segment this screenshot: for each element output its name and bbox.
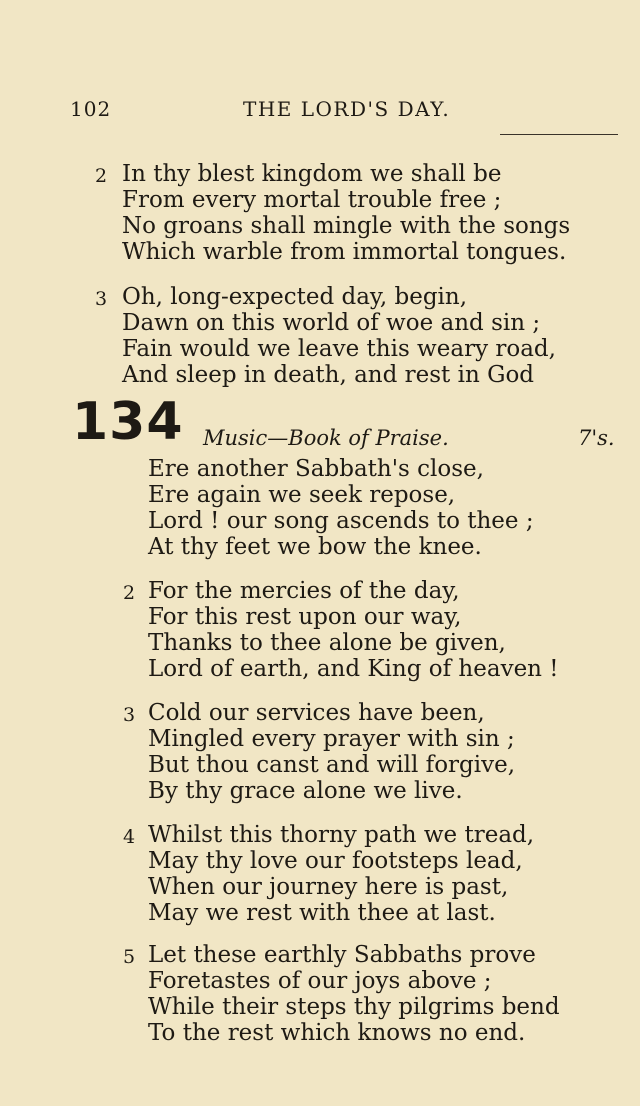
prev-hymn-stanza-3 xyxy=(95,284,556,388)
verse-line: And sleep in death, and rest in God xyxy=(122,362,535,388)
verse-line: May we rest with thee at last. xyxy=(148,900,496,926)
running-head: THE LORD'S DAY. xyxy=(243,97,451,121)
tune-name: Music—Book of Praise. xyxy=(203,426,449,450)
verse-line: Cold our services have been, xyxy=(148,700,485,726)
verse-line: But thou canst and will forgive, xyxy=(148,752,516,778)
verse-line: Lord of earth, and King of heaven ! xyxy=(148,656,559,682)
page-number: 102 xyxy=(70,97,112,121)
verse-line: For the mercies of the day, xyxy=(148,578,460,604)
verse-line: At thy feet we bow the knee. xyxy=(148,534,482,560)
hymn-stanza-2 xyxy=(123,578,559,682)
verse-line: From every mortal trouble free ; xyxy=(122,187,502,213)
verse-line: Oh, long-expected day, begin, xyxy=(122,284,468,310)
verse-line: When our journey here is past, xyxy=(148,874,509,900)
verse-line: To the rest which knows no end. xyxy=(148,1020,526,1046)
stanza-number: 5 xyxy=(123,946,136,968)
verse-line: Thanks to thee alone be given, xyxy=(148,630,506,656)
page-header xyxy=(68,97,620,125)
hymn-stanza-3 xyxy=(123,700,516,804)
verse-line: Lord ! our song ascends to thee ; xyxy=(148,508,534,534)
verse-line: In thy blest kingdom we shall be xyxy=(122,161,502,187)
stanza-number: 4 xyxy=(123,826,136,848)
verse-line: Foretastes of our joys above ; xyxy=(148,968,492,994)
verse-line: Fain would we leave this weary road, xyxy=(122,336,556,362)
stanza-number: 2 xyxy=(123,582,136,604)
hymn-stanza-4 xyxy=(123,822,535,926)
verse-line: While their steps thy pilgrims bend xyxy=(148,994,560,1020)
verse-line: Ere again we seek repose, xyxy=(148,482,456,508)
stanza-number: 3 xyxy=(123,704,136,726)
verse-line: Whilst this thorny path we tread, xyxy=(148,822,535,848)
hymn-stanza-1 xyxy=(148,456,534,560)
hymn-meter: 7's. xyxy=(578,426,615,450)
verse-line: May thy love our footsteps lead, xyxy=(148,848,523,874)
prev-hymn-stanza-2 xyxy=(95,161,571,265)
verse-line: Dawn on this world of woe and sin ; xyxy=(122,310,541,336)
verse-line: No groans shall mingle with the songs xyxy=(122,213,571,239)
verse-line: By thy grace alone we live. xyxy=(148,778,463,804)
hymn-stanza-5 xyxy=(123,942,560,1046)
verse-line: Mingled every prayer with sin ; xyxy=(148,726,515,752)
stanza-number: 3 xyxy=(95,288,108,310)
stanza-number: 2 xyxy=(95,165,108,187)
hymn-number: 134 xyxy=(72,392,184,452)
header-rule xyxy=(500,134,618,135)
verse-line: Which warble from immortal tongues. xyxy=(122,239,567,265)
verse-line: Let these earthly Sabbaths prove xyxy=(148,942,536,968)
verse-line: For this rest upon our way, xyxy=(148,604,462,630)
verse-line: Ere another Sabbath's close, xyxy=(148,456,484,482)
